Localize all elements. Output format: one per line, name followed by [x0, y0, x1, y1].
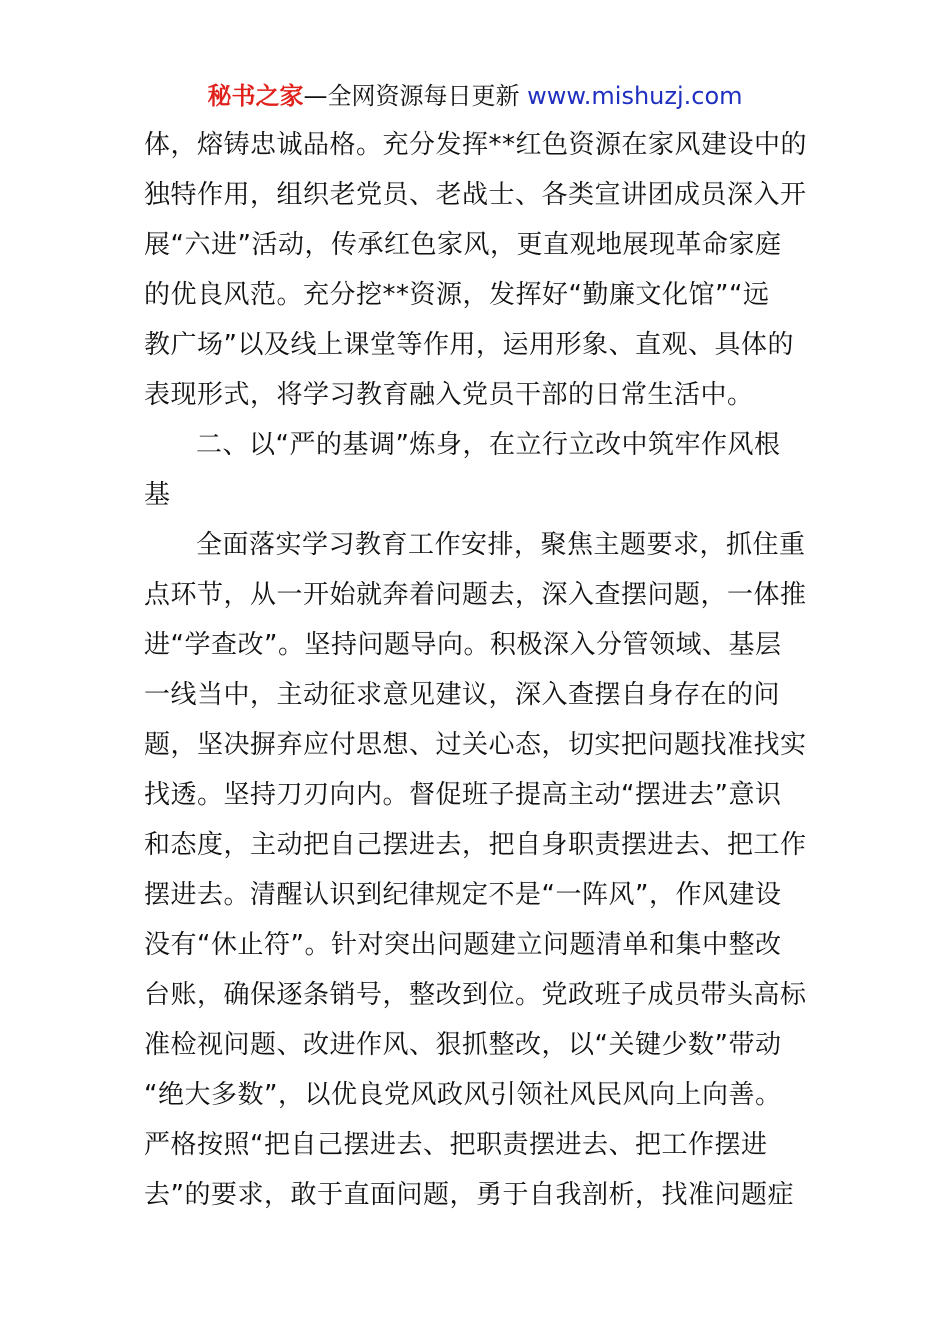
- text-line: 去”的要求，敢于直面问题，勇于自我剖析，找准问题症: [144, 1180, 794, 1210]
- text-line: 进“学查改”。坚持问题导向。积极深入分管领域、基层: [144, 630, 782, 660]
- text-line: 没有“休止符”。针对突出问题建立问题清单和集中整改: [144, 930, 782, 960]
- text-line: 的优良风范。充分挖**资源，发挥好“勤廉文化馆”“远: [144, 280, 770, 310]
- text-line: 题，坚决摒弃应付思想、过关心态，切实把问题找准找实: [144, 730, 807, 760]
- header-url[interactable]: www.mishuzj.com: [519, 82, 743, 110]
- text-line: 找透。坚持刀刃向内。督促班子提高主动“摆进去”意识: [144, 780, 782, 810]
- text-line: “绝大多数”，以优良党风政风引领社风民风向上向善。: [144, 1080, 782, 1110]
- section-heading-line: 二、以“严的基调”炼身，在立行立改中筑牢作风根: [196, 430, 781, 460]
- text-line: 点环节，从一开始就奔着问题去，深入查摆问题，一体推: [144, 580, 807, 610]
- text-line: 和态度，主动把自己摆进去，把自身职责摆进去、把工作: [144, 830, 807, 860]
- text-line: 摆进去。清醒认识到纪律规定不是“一阵风”，作风建设: [144, 880, 782, 910]
- text-line: 准检视问题、改进作风、狠抓整改，以“关键少数”带动: [144, 1030, 782, 1060]
- site-header: [0, 80, 950, 112]
- text-line: 展“六进”活动，传承红色家风，更直观地展现革命家庭: [144, 230, 782, 260]
- text-line: 独特作用，组织老党员、老战士、各类宣讲团成员深入开: [144, 180, 807, 210]
- text-line: 教广场”以及线上课堂等作用，运用形象、直观、具体的: [144, 330, 794, 360]
- text-line: 体，熔铸忠诚品格。充分发挥**红色资源在家风建设中的: [144, 130, 808, 160]
- header-tagline: —全网资源每日更新: [303, 82, 520, 110]
- brand-name: 秘书之家: [207, 82, 304, 110]
- text-line: 严格按照“把自己摆进去、把职责摆进去、把工作摆进: [144, 1130, 768, 1160]
- text-line: 一线当中，主动征求意见建议，深入查摆自身存在的问: [144, 680, 781, 710]
- text-line: 表现形式，将学习教育融入党员干部的日常生活中。: [144, 380, 754, 410]
- text-line: 全面落实学习教育工作安排，聚焦主题要求，抓住重: [196, 530, 806, 560]
- section-heading-line: 基: [144, 480, 171, 510]
- text-line: 台账，确保逐条销号，整改到位。党政班子成员带头高标: [144, 980, 807, 1010]
